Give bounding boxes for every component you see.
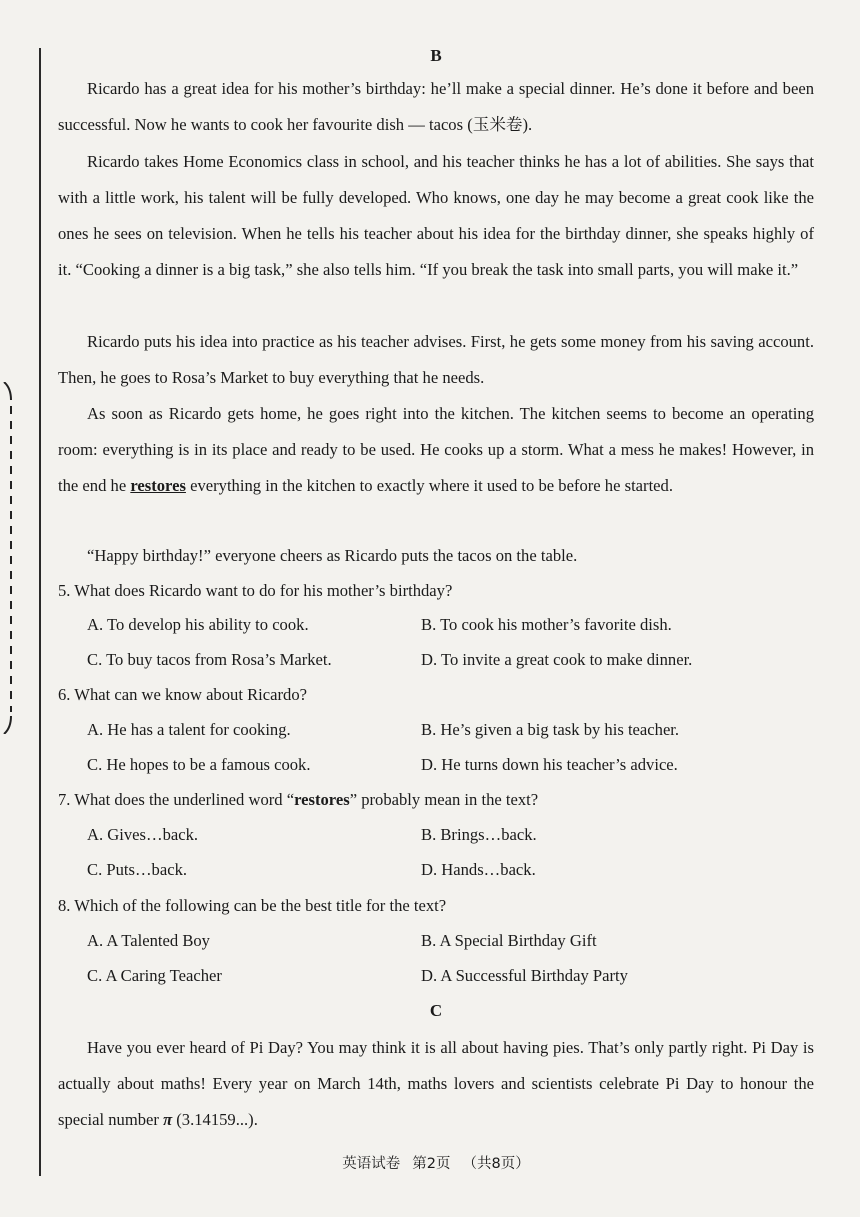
pi-symbol: π: [163, 1110, 173, 1129]
section-b-paragraph-4: [58, 396, 814, 504]
question-6-option-c[interactable]: C. He hopes to be a famous cook.: [87, 755, 311, 774]
paragraph-4-text-after: everything in the kitchen to exactly where it used to be before he started.: [185, 476, 673, 495]
question-5-option-b[interactable]: B. To cook his mother’s favorite dish.: [421, 615, 672, 634]
section-b-paragraph-3: Ricardo puts his idea into practice as his teacher advises. First, he gets some money from his saving account. Then, he goes to Rosa’s Market to buy everything that he needs.: [58, 332, 814, 387]
section-c-heading: C: [429, 1001, 443, 1020]
question-5-option-d[interactable]: D. To invite a great cook to make dinner.: [421, 650, 693, 669]
question-7-option-b[interactable]: B. Brings…back.: [421, 825, 537, 844]
paragraph-4-text-before: As soon as Ricardo gets home, he goes right into the kitchen. The kitchen seems to become an operating room: everything is in its place and ready to be used. He cooks up a storm. What a mess he makes! However, in the end he: [58, 404, 814, 495]
question-7-option-c[interactable]: C. Puts…back.: [87, 860, 188, 879]
footer-page-number: 第2页: [412, 1156, 451, 1172]
question-5-stem: 5. What does Ricardo want to do for his mother’s birthday?: [58, 581, 453, 600]
section-c-paragraph-1: [58, 1030, 814, 1138]
section-c-text-before: Have you ever heard of Pi Day? You may think it is all about having pies. That’s only partly right. Pi Day is actually about maths! Every year on March 14th, maths lovers and scientists celebrate Pi Day to honour the special number: [58, 1038, 814, 1129]
question-7-stem-before: 7. What does the underlined word “: [58, 790, 295, 809]
section-b-paragraph-2: Ricardo takes Home Economics class in school, and his teacher thinks he has a lot of abilities. She says that with a little work, his talent will be fully developed. Who knows, one day he may become a great cook like the ones he sees on television. When he tells his teacher about his idea for the birthday dinner, she speaks highly of it. “Cooking a dinner is a big task,” she also tells him. “If you break the task into small parts, you will make it.”: [58, 152, 814, 279]
footer-subject: 英语试卷: [342, 1156, 401, 1172]
question-8-option-a[interactable]: A. A Talented Boy: [87, 931, 210, 950]
question-8-option-c[interactable]: C. A Caring Teacher: [87, 966, 222, 985]
question-6-option-b[interactable]: B. He’s given a big task by his teacher.: [421, 720, 680, 739]
section-c-text-after: (3.14159...).: [172, 1110, 258, 1129]
question-7-option-a[interactable]: A. Gives…back.: [87, 825, 199, 844]
question-7-option-d[interactable]: D. Hands…back.: [421, 860, 536, 879]
question-6-option-d[interactable]: D. He turns down his teacher’s advice.: [421, 755, 678, 774]
section-b-paragraph-5: “Happy birthday!” everyone cheers as Ricardo puts the tacos on the table.: [87, 546, 578, 565]
binding-dashed-line: [2, 382, 16, 734]
question-8-stem: 8. Which of the following can be the best title for the text?: [58, 896, 447, 915]
question-5-option-c[interactable]: C. To buy tacos from Rosa’s Market.: [87, 650, 332, 669]
page-footer: [58, 1152, 814, 1173]
question-8-option-b[interactable]: B. A Special Birthday Gift: [421, 931, 597, 950]
binding-margin-line: [39, 48, 41, 1176]
question-6-stem: 6. What can we know about Ricardo?: [58, 685, 307, 704]
underlined-word-restores: restores: [130, 476, 186, 495]
question-8-option-d[interactable]: D. A Successful Birthday Party: [421, 966, 628, 985]
question-7-stem: [58, 789, 814, 811]
footer-total-pages: （共8页）: [462, 1156, 530, 1172]
question-7-stem-after: ” probably mean in the text?: [349, 790, 539, 809]
section-b-heading: B: [430, 46, 442, 65]
question-7-key-word: restores: [294, 790, 350, 809]
question-6-option-a[interactable]: A. He has a talent for cooking.: [87, 720, 291, 739]
section-b-paragraph-1: Ricardo has a great idea for his mother’s birthday: he’ll make a special dinner. He’s done it before and been successful. Now he wants to cook her favourite dish — tacos (玉米卷).: [58, 79, 814, 134]
question-5-option-a[interactable]: A. To develop his ability to cook.: [87, 615, 309, 634]
